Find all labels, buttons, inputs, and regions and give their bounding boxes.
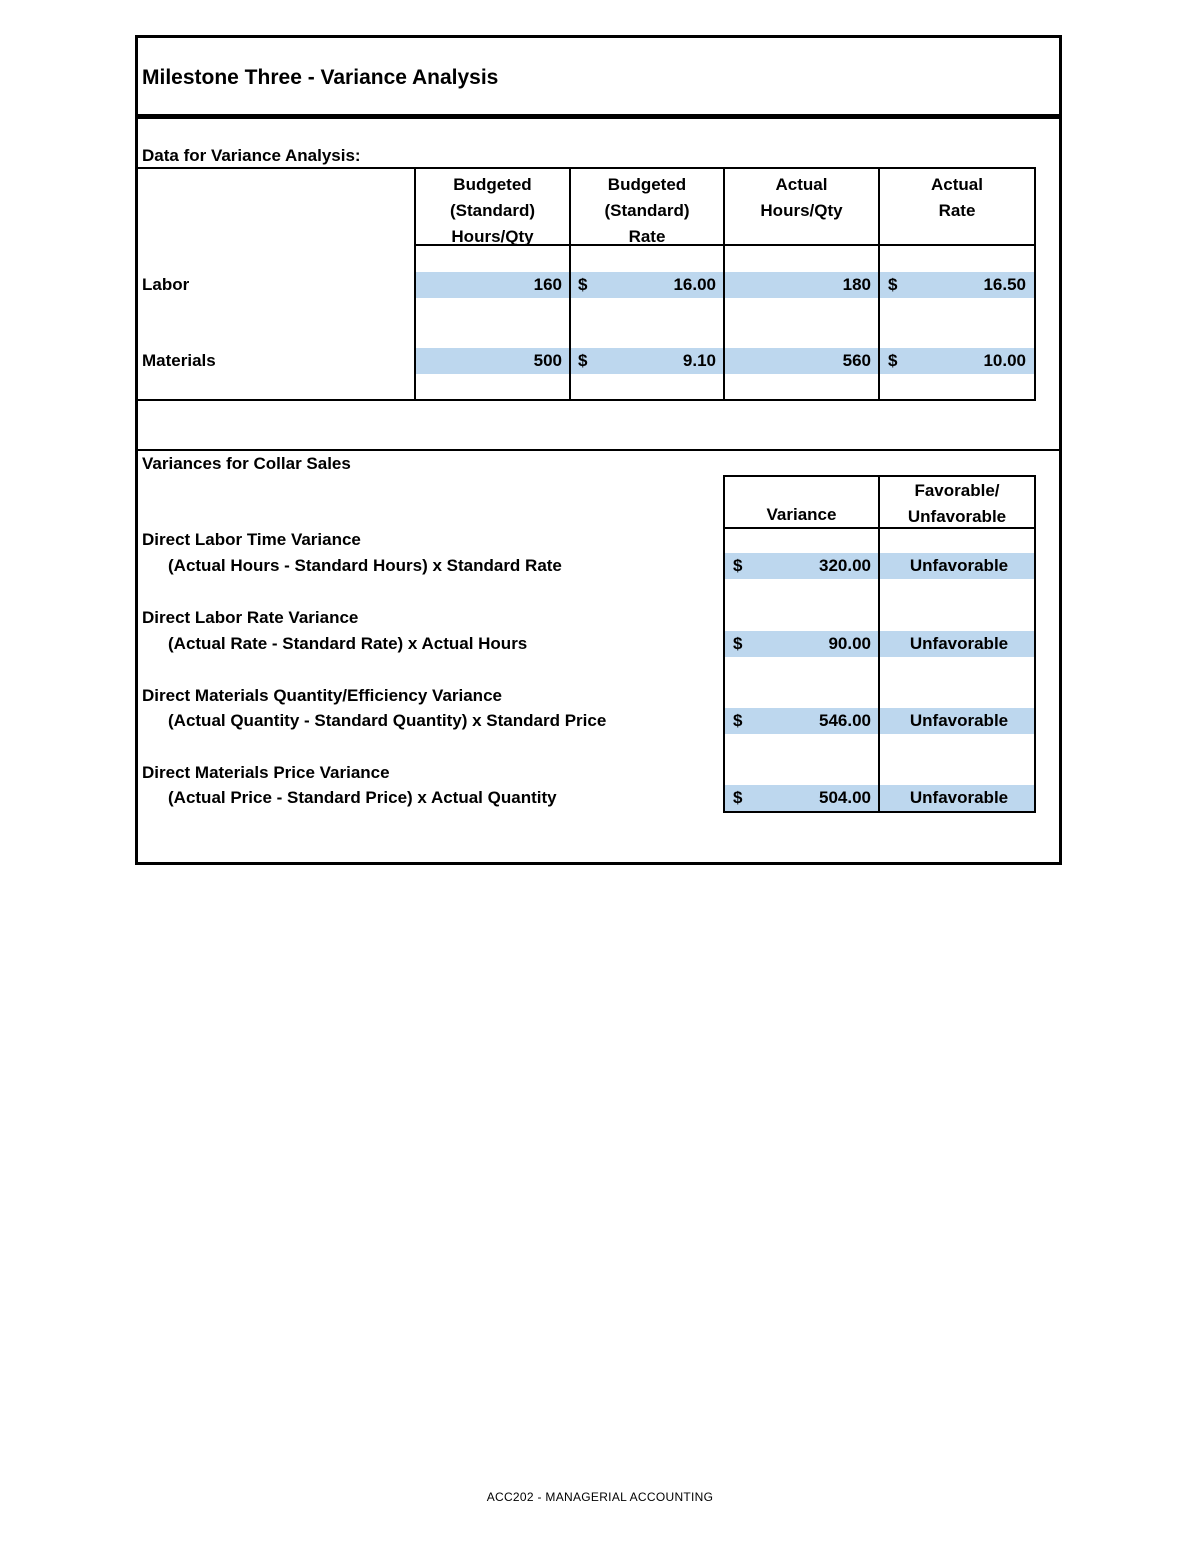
- variance-2-status: Unfavorable: [909, 634, 1009, 653]
- variance-4-name: Direct Materials Price Variance: [142, 763, 390, 782]
- labor-actual-rate: 16.50: [983, 275, 1026, 294]
- variance-2-formula: (Actual Rate - Standard Rate) x Actual Hours: [168, 634, 528, 653]
- materials-budget-rate: 9.10: [682, 351, 716, 370]
- variance-1-formula: (Actual Hours - Standard Hours) x Standard Rate: [168, 556, 562, 575]
- variance-4-currency: $: [733, 788, 743, 807]
- materials-budget-qty: 500: [533, 351, 562, 370]
- variance-2-value: 90.00: [828, 634, 871, 653]
- header-actual-rate: Actual Rate: [931, 175, 983, 220]
- labor-actual-rate-currency: $: [888, 275, 898, 294]
- page-title: Milestone Three - Variance Analysis: [142, 66, 499, 89]
- header-budgeted-hours: Budgeted (Standard) Hours/Qty: [450, 175, 535, 246]
- variance-2-currency: $: [733, 634, 743, 653]
- header-budgeted-rate: Budgeted (Standard) Rate: [604, 175, 690, 246]
- materials-actual-rate-currency: $: [888, 351, 898, 370]
- materials-actual-qty: 560: [842, 351, 871, 370]
- variance-2-name: Direct Labor Rate Variance: [142, 608, 359, 627]
- variance-4-formula: (Actual Price - Standard Price) x Actual Quantity: [168, 788, 557, 807]
- labor-budget-rate-currency: $: [578, 275, 588, 294]
- variance-3-name: Direct Materials Quantity/Efficiency Variance: [142, 686, 502, 705]
- materials-budget-rate-currency: $: [578, 351, 588, 370]
- labor-label: Labor: [142, 275, 190, 294]
- title-divider: [135, 114, 1062, 119]
- page-footer: ACC202 - MANAGERIAL ACCOUNTING: [486, 1490, 714, 1504]
- variance-3-currency: $: [733, 711, 743, 730]
- header-variance: Variance: [766, 505, 837, 524]
- materials-label: Materials: [142, 351, 216, 370]
- labor-budget-rate: 16.00: [673, 275, 716, 294]
- section-divider: [135, 449, 1062, 451]
- data-section-heading: Data for Variance Analysis:: [142, 146, 361, 165]
- variance-1-status: Unfavorable: [909, 556, 1009, 575]
- variance-1-name: Direct Labor Time Variance: [142, 530, 361, 549]
- labor-budget-qty: 160: [533, 275, 562, 294]
- header-favorable-unfavorable: Favorable/ Unfavorable: [907, 481, 1007, 526]
- variance-3-formula: (Actual Quantity - Standard Quantity) x Standard Price: [168, 711, 607, 730]
- labor-actual-qty: 180: [842, 275, 871, 294]
- header-actual-hours: Actual Hours/Qty: [760, 175, 843, 220]
- variance-1-value: 320.00: [819, 556, 871, 575]
- variance-3-value: 546.00: [819, 711, 871, 730]
- variance-section-heading: Variances for Collar Sales: [142, 454, 351, 473]
- variance-1-currency: $: [733, 556, 743, 575]
- variance-4-status: Unfavorable: [909, 788, 1009, 807]
- materials-actual-rate: 10.00: [983, 351, 1026, 370]
- variance-3-status: Unfavorable: [909, 711, 1009, 730]
- variance-4-value: 504.00: [819, 788, 871, 807]
